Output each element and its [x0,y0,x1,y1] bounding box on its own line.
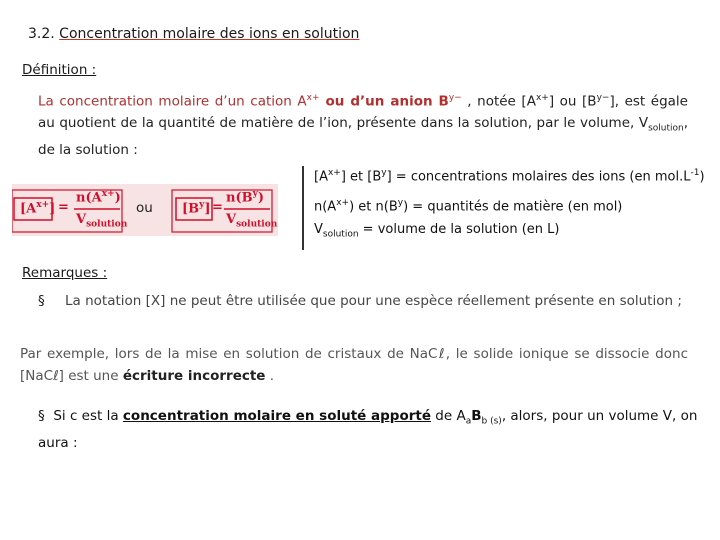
remark-item-1: La notation [X] ne peut être utilisée que pour une espèce réellement présente en solution ; [65,293,682,309]
denominator-a: $V_{solution}$ [76,212,128,230]
example-paragraph: Par exemple, lors de la mise en solution de cristaux de NaCℓ, le solide ionique se dissocie donc [NaCℓ] est une écriture incorrecte . [20,346,688,384]
remarks-heading: Remarques : [22,265,108,281]
section-title [28,26,359,42]
cation-charge-2: x+ [535,93,549,103]
bullet-icon-2: § [38,408,45,424]
legend-line-2: $n(A^{x+})$ et $n(B^y)$ = quantités de matière (en mol) [314,198,623,215]
legend-line-1: $[A^{x+}]$ et $[B^y]$ = concentrations molaires des ions (en $mol.L^{-1}$) [314,168,705,185]
lhs-a: $[A^{x+}]$ [20,200,56,217]
definition-text-5: ], est égale au quotient de la quantité de matière de l’ion, présente dans la solution, par le volume, V [38,93,688,131]
lhs-b: $[B^y]$ [182,200,211,217]
definition-text-3: , notée [A [461,93,536,110]
legend-line-3: $V_{solution}$ = volume de la solution (en L) [314,222,560,240]
volume-subscript: solution [648,123,684,134]
section-number: 3.2. [28,26,55,42]
denominator-b: $V_{solution}$ [226,212,278,230]
definition-text-1: La concentration molaire d’un cation A [38,93,307,110]
bullet-icon: § [38,293,45,309]
or-label: ou [136,200,153,216]
section-title-text: Concentration molaire des ions en solution [59,26,360,42]
cation-charge: x+ [306,93,320,103]
definition-text-6: , de la solution : [38,115,688,159]
numerator-a: $n(A^{x+})$ [76,189,121,206]
solute-concentration-term: concentration molaire en soluté apporté [122,408,431,424]
definition-text-4: ] ou [B [548,93,597,110]
formula-box [12,184,278,236]
definition-paragraph [38,88,688,162]
example-emphasis: écriture incorrecte [122,367,266,384]
equals-a: = [58,200,69,215]
example-text: Par exemple, lors de la mise en solution de cristaux de NaCℓ, le solide ionique se dissocie donc [NaCℓ] est une [20,346,688,384]
definition-text-2: ou d’un anion B [319,93,449,110]
equals-b: = [212,200,223,215]
numerator-b: $n(B^y)$ [226,189,264,206]
anion-charge: y− [448,93,462,103]
definition-heading: Définition : [22,62,97,78]
remark-item-2: § Si c est la concentration molaire en soluté apporté de $A_aB_{b (s)}$, alors, pour un volume V, on aura : [38,408,698,452]
anion-charge-2: y− [596,93,610,103]
legend-separator [302,166,304,250]
